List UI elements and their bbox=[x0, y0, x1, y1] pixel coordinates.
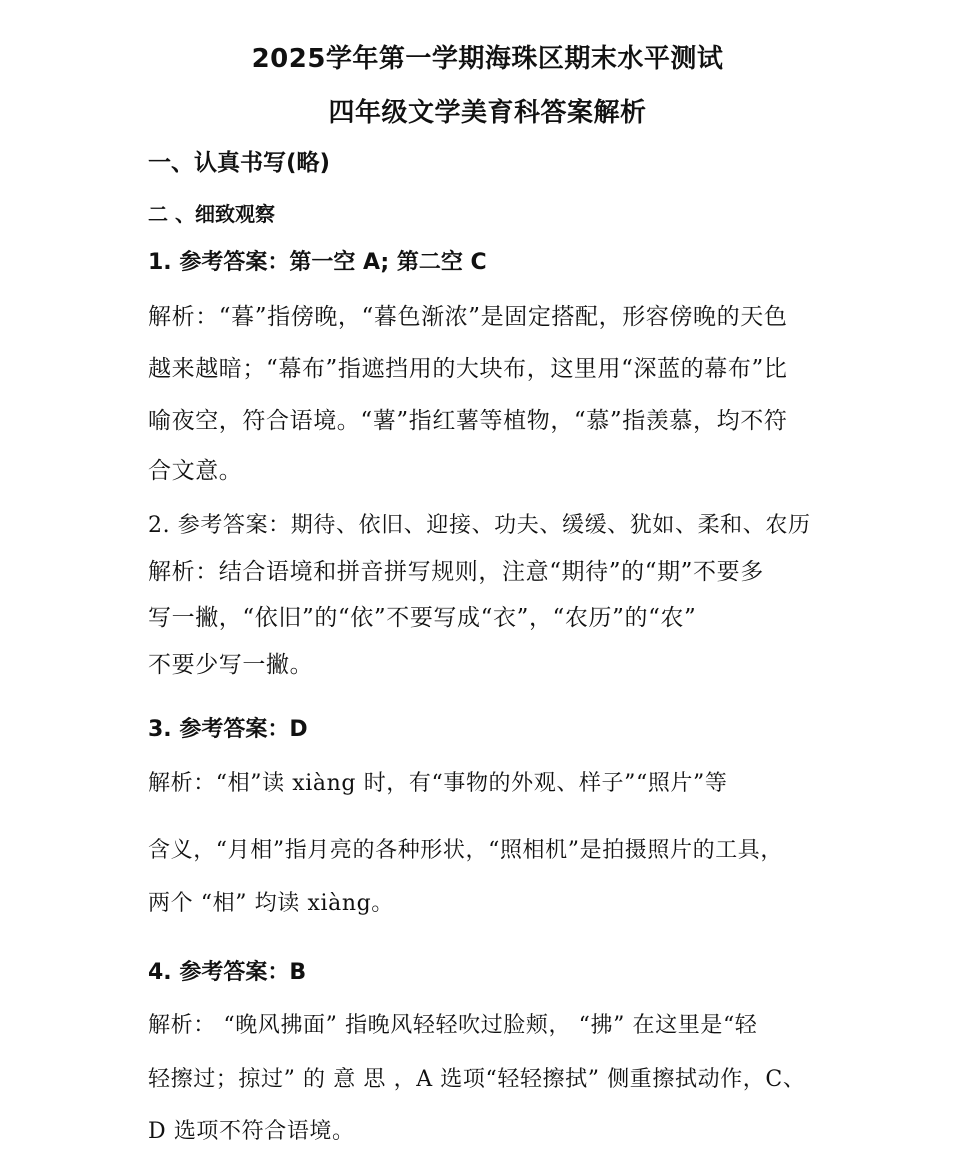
question-2-explanation-line: 写一撇，“依旧”的“依”不要写成“衣”，“农历”的“农” bbox=[148, 605, 697, 631]
section-heading-writing: 一、认真书写(略) bbox=[148, 150, 331, 176]
question-1-explanation-line: 合文意。 bbox=[148, 458, 243, 484]
question-2-explanation-line: 解析：结合语境和拼音拼写规则，注意“期待”的“期”不要多 bbox=[148, 559, 764, 585]
question-4-explanation-line: 轻擦过；掠过” 的 意 思 ，A 选项“轻轻擦拭” 侧重擦拭动作，C、 bbox=[148, 1067, 806, 1092]
question-1-explanation-line: 喻夜空，符合语境。“薯”指红薯等植物，“慕”指羡慕，均不符 bbox=[148, 408, 788, 434]
question-3-explanation-line: 解析：“相”读 xiàng 时，有“事物的外观、样子”“照片”等 bbox=[148, 771, 728, 796]
question-4-answer: 4. 参考答案：B bbox=[148, 960, 307, 985]
question-1-answer: 1. 参考答案：第一空 A; 第二空 C bbox=[148, 250, 487, 275]
document-subtitle: 四年级文学美育科答案解析 bbox=[328, 98, 647, 128]
question-2-explanation-line: 不要少写一撇。 bbox=[148, 652, 314, 678]
question-3-explanation-line: 含义，“月相”指月亮的各种形状，“照相机”是拍摄照片的工具， bbox=[148, 838, 783, 863]
question-1-explanation-line: 越来越暗；“幕布”指遮挡用的大块布，这里用“深蓝的幕布”比 bbox=[148, 356, 788, 382]
section-heading-observation: 二 、细致观察 bbox=[148, 202, 275, 226]
document-title: 2025学年第一学期海珠区期末水平测试 bbox=[251, 44, 724, 74]
question-4-explanation-line: D 选项不符合语境。 bbox=[148, 1119, 355, 1144]
question-2-answer: 2. 参考答案：期待、依旧、迎接、功夫、缓缓、犹如、柔和、农历 bbox=[148, 513, 811, 538]
question-4-explanation-line: 解析： “晚风拂面” 指晚风轻轻吹过脸颊， “拂” 在这里是“轻 bbox=[148, 1013, 758, 1038]
question-3-answer: 3. 参考答案：D bbox=[148, 717, 308, 742]
question-1-explanation-line: 解析：“暮”指傍晚，“暮色渐浓”是固定搭配，形容傍晚的天色 bbox=[148, 304, 788, 330]
question-3-explanation-line: 两个 “相” 均读 xiàng。 bbox=[148, 891, 394, 916]
